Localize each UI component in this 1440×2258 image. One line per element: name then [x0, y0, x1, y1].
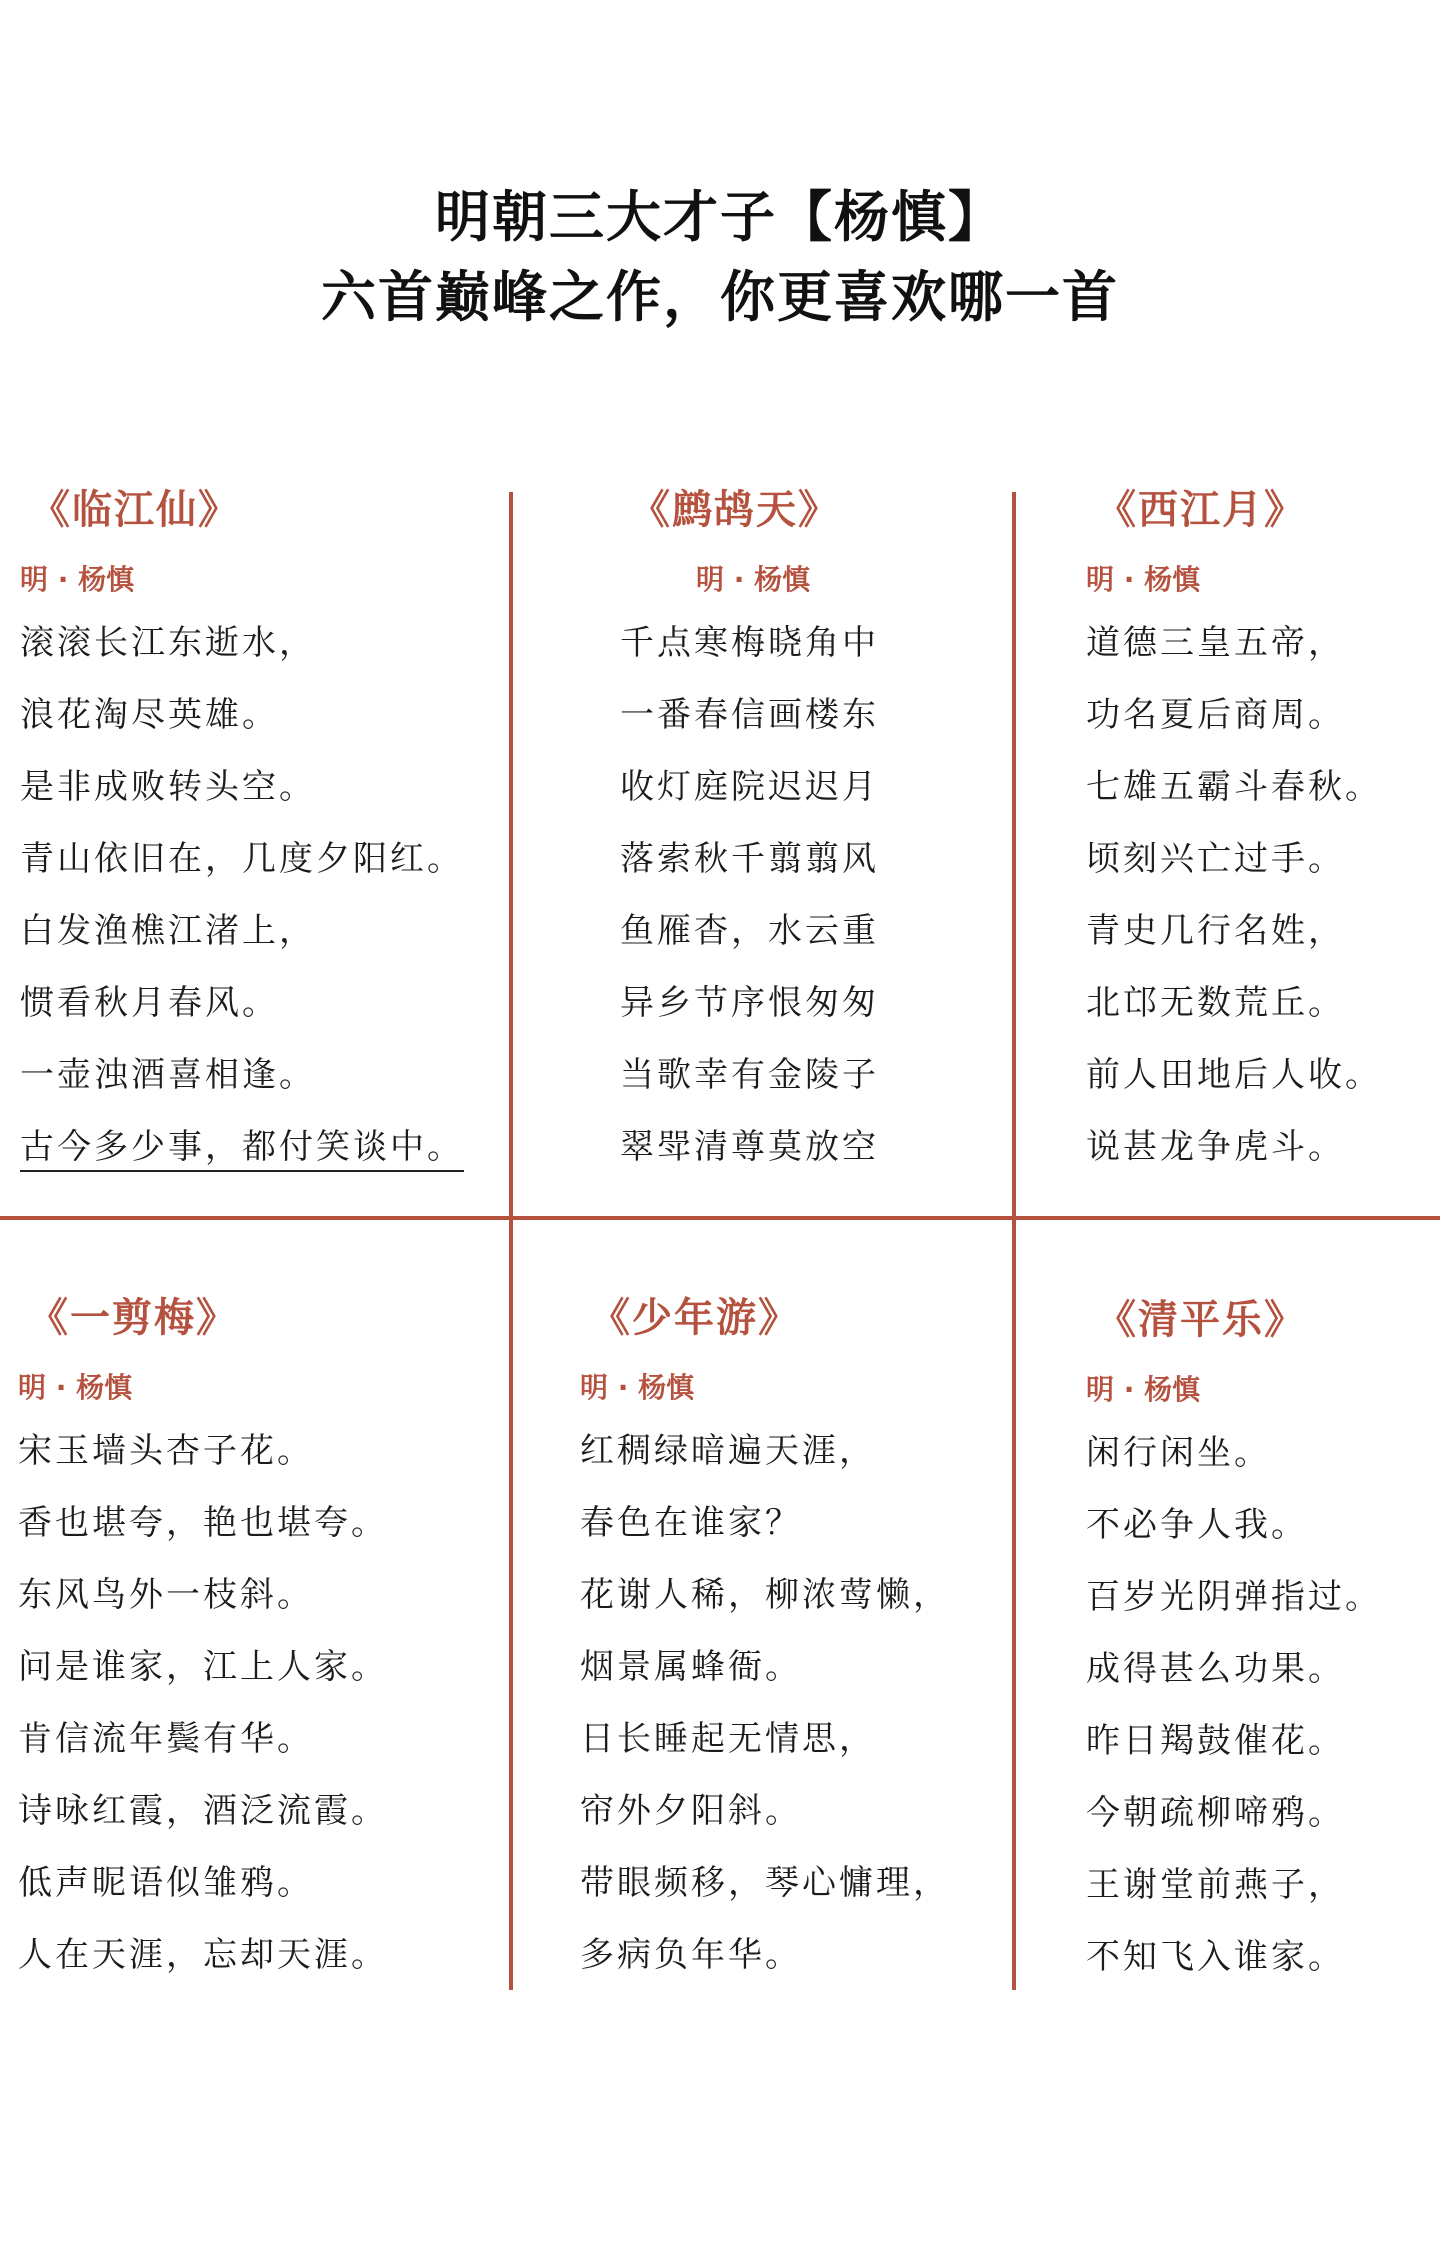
poem-line: 成得甚么功果。	[1086, 1649, 1345, 1689]
poem-line: 不必争人我。	[1086, 1505, 1308, 1545]
poem-lines	[580, 1431, 1000, 2010]
poem-line: 惯看秋月春风。	[20, 983, 279, 1023]
poem-line: 一壶浊酒喜相逢。	[20, 1055, 316, 1095]
page-title-line-2: 六首巅峰之作，你更喜欢哪一首	[320, 265, 1119, 329]
underlined-line-text: 古今多少事，都付笑谈中。	[20, 1130, 464, 1172]
poem-line: 翠斝清尊莫放空	[620, 1127, 879, 1167]
poem-author: 明 · 杨慎	[1086, 563, 1201, 596]
poem-line: 红稠绿暗遍天涯，	[580, 1431, 876, 1471]
poem-line: 多病负年华。	[580, 1935, 802, 1975]
poem-line: 七雄五霸斗春秋。	[1086, 767, 1382, 807]
poem-line: 收灯庭院迟迟月	[620, 767, 879, 807]
poem-author: 明 · 杨慎	[20, 563, 135, 596]
poem-line: 肯信流年鬓有华。	[18, 1719, 314, 1759]
poem-title: 《鹧鸪天》	[630, 487, 840, 533]
poem-line: 滚滚长江东逝水，	[20, 623, 316, 663]
poem-line: 道德三皇五帝，	[1086, 623, 1345, 663]
poem-line: 青山依旧在，几度夕阳红。	[20, 839, 464, 879]
column-divider-left-top	[509, 492, 513, 1216]
poem-lines	[1086, 623, 1426, 1202]
poem-line: 北邙无数荒丘。	[1086, 983, 1345, 1023]
poem-line: 闲行闲坐。	[1086, 1433, 1271, 1473]
poem-line: 春色在谁家？	[580, 1503, 802, 1543]
poem-line: 低声昵语似雏鸦。	[18, 1863, 314, 1903]
poem-line: 问是谁家，江上人家。	[18, 1647, 388, 1687]
poem-lines	[20, 623, 480, 1202]
poem-line-underlined	[20, 1127, 480, 1202]
poem-line: 说甚龙争虎斗。	[1086, 1127, 1345, 1167]
column-divider-left-bottom	[509, 1220, 513, 1990]
poem-line: 鱼雁杳，水云重	[620, 911, 879, 951]
poem-title: 《临江仙》	[30, 487, 240, 533]
poem-card-shaonianyou	[580, 1295, 1000, 2010]
poem-title: 《西江月》	[1096, 487, 1306, 533]
poem-line: 昨日羯鼓催花。	[1086, 1721, 1345, 1761]
poem-lines	[18, 1431, 478, 2010]
poem-line: 人在天涯，忘却天涯。	[18, 1935, 388, 1975]
poem-line: 前人田地后人收。	[1086, 1055, 1382, 1095]
poem-line: 一番春信画楼东	[620, 695, 879, 735]
poem-lines	[1086, 1433, 1426, 2012]
poem-line: 东风鸟外一枝斜。	[18, 1575, 314, 1615]
poem-line: 带眼频移，琴心慵理，	[580, 1863, 950, 1903]
poem-title: 《清平乐》	[1096, 1297, 1306, 1343]
poem-card-xijiangyue	[1086, 487, 1426, 1202]
poem-line: 顷刻兴亡过手。	[1086, 839, 1345, 879]
poem-card-yijianmei	[18, 1295, 478, 2010]
poem-card-linjiangxian	[20, 487, 480, 1202]
poem-line: 是非成败转头空。	[20, 767, 316, 807]
poem-line: 今朝疏柳啼鸦。	[1086, 1793, 1345, 1833]
poem-line: 千点寒梅晓角中	[620, 623, 879, 663]
poem-line: 当歌幸有金陵子	[620, 1055, 879, 1095]
page-title-line-1: 明朝三大才子【杨慎】	[434, 185, 1005, 249]
poem-line: 异乡节序恨匆匆	[620, 983, 879, 1023]
poem-author: 明 · 杨慎	[580, 1371, 695, 1404]
poem-author: 明 · 杨慎	[18, 1371, 133, 1404]
poem-title: 《一剪梅》	[28, 1295, 238, 1341]
poem-line: 王谢堂前燕子，	[1086, 1865, 1345, 1905]
poem-line: 花谢人稀，柳浓莺懒，	[580, 1575, 950, 1615]
poem-line: 浪花淘尽英雄。	[20, 695, 279, 735]
poem-author: 明 · 杨慎	[696, 563, 811, 596]
poem-line: 不知飞入谁家。	[1086, 1937, 1345, 1977]
poem-lines	[620, 623, 1080, 1202]
poem-line: 功名夏后商周。	[1086, 695, 1345, 735]
poem-card-qingpingle	[1086, 1297, 1426, 2012]
poem-line: 香也堪夸，艳也堪夸。	[18, 1503, 388, 1543]
poem-line: 日长睡起无情思，	[580, 1719, 876, 1759]
poem-card-zhegutian	[620, 487, 1080, 1202]
poem-line: 烟景属蜂衙。	[580, 1647, 802, 1687]
poem-author: 明 · 杨慎	[1086, 1373, 1201, 1406]
poem-line: 落索秋千翦翦风	[620, 839, 879, 879]
row-divider	[0, 1216, 1440, 1220]
poem-line: 宋玉墙头杏子花。	[18, 1431, 314, 1471]
poem-line: 诗咏红霞，酒泛流霞。	[18, 1791, 388, 1831]
poem-title: 《少年游》	[590, 1295, 800, 1341]
poem-line: 百岁光阴弹指过。	[1086, 1577, 1382, 1617]
poem-line: 青史几行名姓，	[1086, 911, 1345, 951]
poem-line: 白发渔樵江渚上，	[20, 911, 316, 951]
column-divider-right-bottom	[1012, 1220, 1016, 1990]
poem-line: 帘外夕阳斜。	[580, 1791, 802, 1831]
